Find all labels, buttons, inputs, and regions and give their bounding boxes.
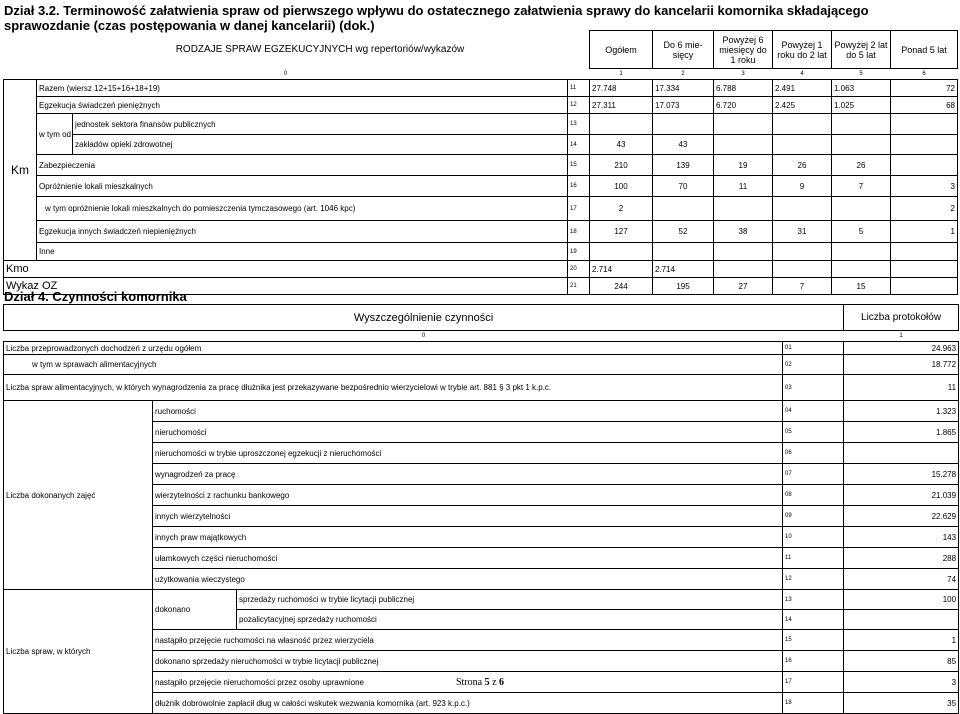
- cell: 27: [714, 278, 773, 295]
- row-value: 74: [844, 569, 959, 590]
- cell: 127: [590, 221, 653, 243]
- row-value: 143: [844, 527, 959, 548]
- cell: [653, 197, 714, 221]
- colnum-6: 6: [922, 71, 926, 77]
- cell: 2.714: [653, 261, 714, 278]
- row-label: wynagrodzeń za pracę: [153, 464, 783, 485]
- row-label: nastąpiło przejęcie nieruchomości przez osoby uprawnione: [153, 672, 783, 693]
- cell: [891, 114, 958, 135]
- row-label: Kmo: [4, 261, 568, 278]
- cell: [773, 135, 832, 155]
- row-num: 08: [783, 485, 844, 506]
- row-num: 10: [783, 527, 844, 548]
- cell: [773, 243, 832, 261]
- row-label: dokonano sprzedaży nieruchomości w trybie licytacji publicznej: [153, 651, 783, 672]
- row-num: 17: [568, 197, 590, 221]
- row-num: 04: [783, 401, 844, 422]
- row-value: 1: [844, 630, 959, 651]
- table-row: [4, 80, 958, 97]
- cell: 1.025: [832, 97, 891, 114]
- cell: [891, 155, 958, 176]
- footer-page: 5: [484, 677, 490, 688]
- row-label: Egzekucja świadczeń pieniężnych: [37, 97, 568, 114]
- cell: 26: [773, 155, 832, 176]
- row-label: Liczba spraw alimentacyjnych, w których wynagrodzenia za pracę dłużnika jest przekazywane bezpośrednio wierzycielowi w trybie art. 881 § 3 pkt 1 k.p.c.: [4, 375, 783, 401]
- cell: 2.714: [590, 261, 653, 278]
- table-row: [4, 355, 959, 375]
- footer-total: 6: [499, 677, 505, 688]
- row-label: Opróżnienie lokali mieszkalnych: [37, 176, 568, 197]
- row-label: Liczba przeprowadzonych dochodzeń z urzędu ogółem: [4, 342, 783, 355]
- cell: 2: [891, 197, 958, 221]
- cell: 72: [891, 80, 958, 97]
- cell: [832, 243, 891, 261]
- cell: 52: [653, 221, 714, 243]
- header-ponad-5: Ponad 5 lat: [891, 31, 958, 69]
- czynnosci-table: [3, 304, 959, 714]
- cell: 1.063: [832, 80, 891, 97]
- cell: 31: [773, 221, 832, 243]
- row-value: 21.039: [844, 485, 959, 506]
- row-num: 19: [568, 243, 590, 261]
- header-rodzaje: RODZAJE SPRAW EGZEKUCYJNYCH wg repertoriów/wykazów: [175, 43, 465, 55]
- cell: [714, 114, 773, 135]
- row-label: jednostek sektora finansów publicznych: [73, 114, 568, 135]
- cell: 11: [714, 176, 773, 197]
- cell: 9: [773, 176, 832, 197]
- table-row: [4, 197, 958, 221]
- row-value: 85: [844, 651, 959, 672]
- terminowosc-table: [3, 30, 958, 295]
- cell: [773, 114, 832, 135]
- cell: 100: [590, 176, 653, 197]
- table-row: [4, 114, 958, 135]
- row-num: 13: [568, 114, 590, 135]
- cell: 7: [773, 278, 832, 295]
- cell: [832, 197, 891, 221]
- row-label: nieruchomości w trybie uproszczonej egzekucji z nieruchomości: [153, 443, 783, 464]
- cell: 2: [590, 197, 653, 221]
- row-num: 01: [783, 342, 844, 355]
- row-value: 11: [844, 375, 959, 401]
- row-num: 12: [568, 97, 590, 114]
- row-num: 02: [783, 355, 844, 375]
- group-dokonane-zajecia: Liczba dokonanych zajęć: [4, 401, 153, 590]
- header-6-do-1: Powyżej 6 miesięcy do 1 roku: [714, 31, 773, 69]
- section-3-2-title: Dział 3.2. Terminowość załatwienia spraw od pierwszego wpływu do ostatecznego załatwienia sprawy do kancelarii komornika składającego sprawozdanie (czas postępowania w danej kancelarii) (dok.): [4, 3, 869, 33]
- row-num: 14: [783, 610, 844, 630]
- cell: 3: [891, 176, 958, 197]
- row-num: 12: [783, 569, 844, 590]
- cell: [773, 197, 832, 221]
- cell: 17.073: [653, 97, 714, 114]
- row-num: 14: [568, 135, 590, 155]
- cell: [590, 114, 653, 135]
- row-value: 22.629: [844, 506, 959, 527]
- row-label: sprzedaży ruchomości w trybie licytacji publicznej: [237, 590, 783, 610]
- table-row: [4, 261, 958, 278]
- cell: 19: [714, 155, 773, 176]
- row-label: w tym w sprawach alimentacyjnych: [4, 355, 783, 375]
- row-label: Wykaz OZ: [4, 278, 568, 295]
- row-num: 21: [568, 278, 590, 295]
- row-label: Inne: [37, 243, 568, 261]
- cell: [891, 243, 958, 261]
- cell: [773, 261, 832, 278]
- cell: 70: [653, 176, 714, 197]
- row-num: 03: [783, 375, 844, 401]
- cell: [891, 135, 958, 155]
- cell: 26: [832, 155, 891, 176]
- cell: 1: [891, 221, 958, 243]
- page-footer: [0, 677, 960, 688]
- cell: [714, 243, 773, 261]
- row-num: 13: [783, 590, 844, 610]
- table-row: [4, 176, 958, 197]
- cell: [832, 261, 891, 278]
- cell: 38: [714, 221, 773, 243]
- cell: [891, 278, 958, 295]
- colnum-4: 4: [800, 71, 804, 77]
- table-row: [4, 342, 959, 355]
- section-4-title: Dział 4. Czynności komornika: [4, 289, 187, 304]
- row-label: zakładów opieki zdrowotnej: [73, 135, 568, 155]
- cell: 27.311: [590, 97, 653, 114]
- footer-prefix: Strona: [455, 677, 485, 688]
- cell: [891, 261, 958, 278]
- colnum-0: 0: [283, 70, 288, 77]
- row-label: innych wierzytelności: [153, 506, 783, 527]
- km-label: Km: [4, 80, 37, 261]
- cell: 43: [653, 135, 714, 155]
- cell: [714, 197, 773, 221]
- row-value: 1.323: [844, 401, 959, 422]
- cell: 2.425: [773, 97, 832, 114]
- cell: 139: [653, 155, 714, 176]
- cell: 5: [832, 221, 891, 243]
- row-value: 35: [844, 693, 959, 714]
- row-label: ruchomości: [153, 401, 783, 422]
- row-label: dłużnik dobrowolnie zapłacił dług w całości wskutek wezwania komornika (art. 923 k.p.c.): [153, 693, 783, 714]
- cell: [590, 243, 653, 261]
- row-num: 20: [568, 261, 590, 278]
- cell: 27.748: [590, 80, 653, 97]
- row-num: 11: [568, 80, 590, 97]
- cell: 68: [891, 97, 958, 114]
- cell: 6.788: [714, 80, 773, 97]
- row-num: 07: [783, 464, 844, 485]
- row-value: 24.963: [844, 342, 959, 355]
- cell: 210: [590, 155, 653, 176]
- row-value: [844, 443, 959, 464]
- row-num: 16: [783, 651, 844, 672]
- row-label: nieruchomości: [153, 422, 783, 443]
- row-label: pozalicytacyjnej sprzedaży ruchomości: [237, 610, 783, 630]
- table-row: [4, 401, 959, 422]
- row-num: 16: [568, 176, 590, 197]
- colnum-2: 2: [681, 71, 685, 77]
- cell: [714, 135, 773, 155]
- header-2-do-5: Powyżej 2 lat do 5 lat: [832, 31, 891, 69]
- table-row: [4, 375, 959, 401]
- cell: 43: [590, 135, 653, 155]
- row-num: 05: [783, 422, 844, 443]
- header-wyszczegolnienie: Wyszczególnienie czynności: [4, 305, 844, 331]
- colnum-5: 5: [859, 71, 863, 77]
- table-row: [4, 155, 958, 176]
- row-num: 15: [783, 630, 844, 651]
- row-label: w tym opróżnienie lokali mieszkalnych do pomieszczenia tymczasowego (art. 1046 kpc): [37, 197, 568, 221]
- header-1-do-2: Powyżej 1 roku do 2 lat: [773, 31, 832, 69]
- row-value: 288: [844, 548, 959, 569]
- cell: [653, 114, 714, 135]
- cell: 244: [590, 278, 653, 295]
- dokonano-label: dokonano: [153, 590, 237, 630]
- colnum-1: 1: [619, 71, 623, 77]
- table-row: [4, 221, 958, 243]
- cell: [714, 261, 773, 278]
- row-value: 15.278: [844, 464, 959, 485]
- header-liczba-protokolow: Liczba protokołów: [844, 305, 959, 331]
- cell: 17.334: [653, 80, 714, 97]
- row-value: 1.865: [844, 422, 959, 443]
- row-value: 18.772: [844, 355, 959, 375]
- row-num: 18: [568, 221, 590, 243]
- row-label: innych praw majątkowych: [153, 527, 783, 548]
- colnum-3: 3: [741, 71, 745, 77]
- cell: 195: [653, 278, 714, 295]
- table-row: [4, 243, 958, 261]
- row-num: 18: [783, 693, 844, 714]
- table-row: [4, 97, 958, 114]
- colnum-1: 1: [899, 333, 903, 339]
- cell: 6.720: [714, 97, 773, 114]
- row-value: [844, 610, 959, 630]
- row-num: 11: [783, 548, 844, 569]
- row-num: 15: [568, 155, 590, 176]
- cell: [653, 243, 714, 261]
- table-row: [4, 135, 958, 155]
- header-do-6: Do 6 mie-sięcy: [653, 31, 714, 69]
- row-num: 17: [783, 672, 844, 693]
- cell: 7: [832, 176, 891, 197]
- cell: 15: [832, 278, 891, 295]
- row-value: 100: [844, 590, 959, 610]
- cell: [832, 135, 891, 155]
- group-sprawy: Liczba spraw, w których: [4, 590, 153, 714]
- row-label: nastąpiło przejęcie ruchomości na własność przez wierzyciela: [153, 630, 783, 651]
- row-label: Razem (wiersz 12+15+16+18+19): [37, 80, 568, 97]
- row-label: ułamkowych części nieruchomości: [153, 548, 783, 569]
- row-label: użytkowania wieczystego: [153, 569, 783, 590]
- colnum-0: 0: [421, 333, 426, 339]
- row-label: Zabezpieczenia: [37, 155, 568, 176]
- header-ogolem: Ogółem: [590, 31, 653, 69]
- row-num: 06: [783, 443, 844, 464]
- footer-mid: z: [489, 677, 500, 688]
- wtym-label: w tym od: [37, 114, 73, 155]
- row-label: Egzekucja innych świadczeń niepieniężnych: [37, 221, 568, 243]
- row-label: wierzytelności z rachunku bankowego: [153, 485, 783, 506]
- row-num: 09: [783, 506, 844, 527]
- cell: [832, 114, 891, 135]
- table-row: [4, 590, 959, 610]
- cell: 2.491: [773, 80, 832, 97]
- row-value: 3: [844, 672, 959, 693]
